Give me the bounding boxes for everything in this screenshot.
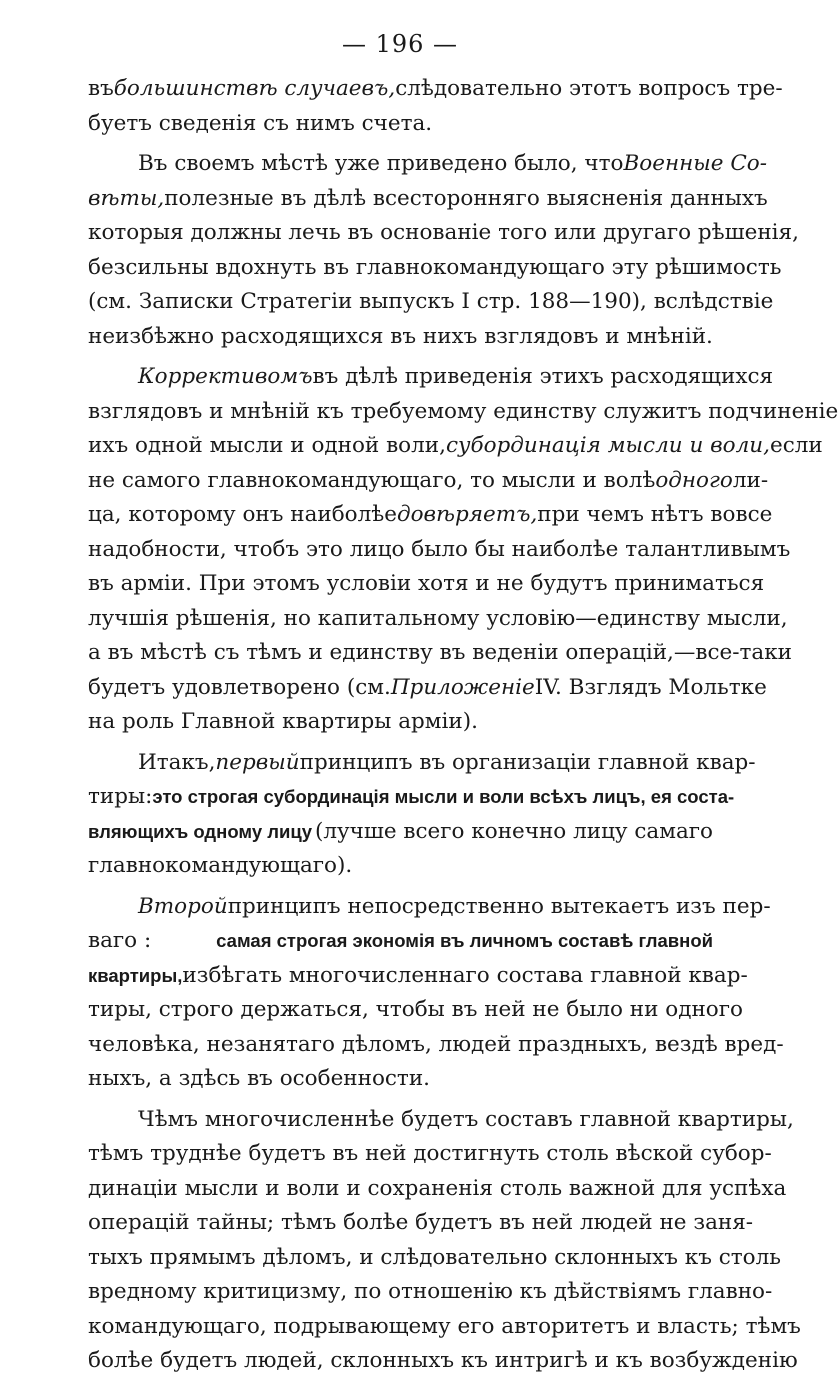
line-text: при чемъ нѣтъ вовсе [537,502,773,527]
text-line [88,924,713,959]
text-line [88,1137,772,1172]
line-text: (см. Записки Стратегіи выпускъ I стр. 188—190), вслѣдствіе [88,289,774,314]
text-line [88,72,783,107]
text-line [88,1103,794,1138]
text-line [88,464,769,499]
text-line [88,1028,784,1063]
line-text: безсильны вдохнуть въ главнокомандующаго эту рѣшимость [88,254,782,280]
italic-text: субординація мысли и воли, [445,433,770,458]
line-text: болѣе будетъ людей, склонныхъ къ интригѣ и къ возбужденію [88,1348,798,1373]
text-line [88,395,838,430]
line-text: ихъ одной мысли и одной воли, [88,433,446,458]
text-line [88,746,756,781]
italic-text: Приложеніе [390,674,535,700]
line-text: принципъ въ организаціи главной квар- [299,749,756,775]
line-text: человѣка, незанятаго дѣломъ, людей праздныхъ, вездѣ вред- [88,1031,784,1057]
text-line [88,815,713,850]
line-text: тѣмъ труднѣе будетъ въ ней достигнуть столь вѣской субор- [88,1141,772,1166]
line-text: вредному критицизму, по отношенію къ дѣйствіямъ главно- [88,1279,773,1304]
line-text: не самого главнокомандующаго, то мысли и волѣ [88,467,656,493]
text-line [88,1206,754,1241]
italic-text: Коррективомъ [138,364,313,389]
text-line [88,1275,773,1310]
text-line [88,1344,798,1379]
text-line [88,360,774,395]
body-text [88,72,838,1379]
line-text: буетъ сведенія съ нимъ счета. [88,110,433,136]
text-line [88,533,791,568]
italic-text: одного [655,467,733,493]
line-text: ваго : [88,928,152,953]
page-number: — 196 — [341,30,459,58]
line-text: въ арміи. При этомъ условіи хотя и не будутъ приниматься [88,571,765,596]
line-text: (лучше всего конечно лицу самаго [314,818,713,844]
line-text: главнокомандующаго). [88,853,353,878]
text-line [88,429,823,464]
text-line [88,636,792,671]
emphasized-text: самая строгая экономія въ личномъ составѣ главной [216,930,713,951]
text-line [88,567,765,602]
line-text: а въ мѣстѣ съ тѣмъ и единству въ веденіи операцій,—все-таки [88,640,792,665]
italic-text: первый [215,749,300,775]
line-text: ца, которому онъ наиболѣе [88,502,397,527]
text-line [88,285,774,320]
text-line [88,147,768,182]
text-line [88,602,788,637]
line-text: избѣгать многочисленнаго состава главной квар- [182,962,748,988]
line-text: динаціи мысли и воли и сохраненія столь важной для успѣха [88,1175,787,1201]
line-text: въ дѣлѣ приведенія этихъ расходящихся [312,364,774,389]
italic-text: вѣты, [88,185,165,211]
text-line [88,959,748,994]
text-line [88,320,713,355]
emphasized-text: квартиры, [88,964,183,986]
text-line [88,107,713,142]
line-text: которыя должны лечь въ основаніе того или другаго рѣшенія, [88,220,799,245]
text-line [88,1310,801,1345]
text-line [88,705,713,740]
italic-text: Военные Со- [623,151,768,176]
text-line [88,216,799,251]
line-text: будетъ удовлетворено (см. [88,674,391,700]
line-text: лучшія рѣшенія, но капитальному условію—единству мысли, [88,605,788,631]
line-text: тыхъ прямымъ дѣломъ, и слѣдовательно склонныхъ къ столь [88,1244,781,1270]
line-text: на роль Главной квартиры арміи). [88,709,478,734]
line-text: операцій тайны; тѣмъ болѣе будетъ въ ней людей не заня- [88,1210,754,1235]
line-text: ли- [732,467,769,493]
line-text: слѣдовательно этотъ вопросъ тре- [395,76,783,101]
text-line [88,890,771,925]
text-line [88,993,743,1028]
line-text: Итакъ, [138,749,216,775]
line-text: тиры, строго держаться, чтобы въ ней не было ни одного [88,997,743,1022]
line-text: Въ своемъ мѣстѣ уже приведено было, что [138,151,624,176]
line-text: взглядовъ и мнѣній къ требуемому единству служитъ подчиненіе [88,398,838,424]
line-text: въ [88,76,114,101]
text-line [88,498,773,533]
emphasized-text: это строгая субординація мысли и воли всѣхъ лицъ, ея соста- [152,786,735,807]
text-line [88,1172,787,1207]
line-text: принципъ непосредственно вытекаетъ изъ пер- [227,893,771,919]
emphasized-text: вляющихъ одному лицу [88,820,313,842]
text-line [88,780,735,815]
line-text: тиры: [88,784,153,809]
line-text: если [769,433,823,458]
text-line [88,251,782,286]
line-text: IV. Взглядъ Мольтке [534,674,767,700]
text-line [88,182,768,217]
text-line [88,1241,781,1276]
text-line [88,1062,713,1097]
line-text: ныхъ, а здѣсь въ особенности. [88,1066,430,1091]
line-text: Чѣмъ многочисленнѣе будетъ составъ главной квартиры, [138,1106,794,1132]
italic-text: большинствѣ случаевъ, [113,76,396,101]
text-line [88,849,713,884]
line-text: полезные въ дѣлѣ всесторонняго выясненія данныхъ [164,185,768,211]
line-text: неизбѣжно расходящихся въ нихъ взглядовъ и мнѣній. [88,323,713,349]
line-text: надобности, чтобъ это лицо было бы наиболѣе талантливымъ [88,536,791,562]
line-text: командующаго, подрывающему его авторитетъ и власть; тѣмъ [88,1313,801,1339]
italic-text: довѣряетъ, [396,502,538,527]
text-line [88,671,767,706]
italic-text: Второй [138,893,228,919]
